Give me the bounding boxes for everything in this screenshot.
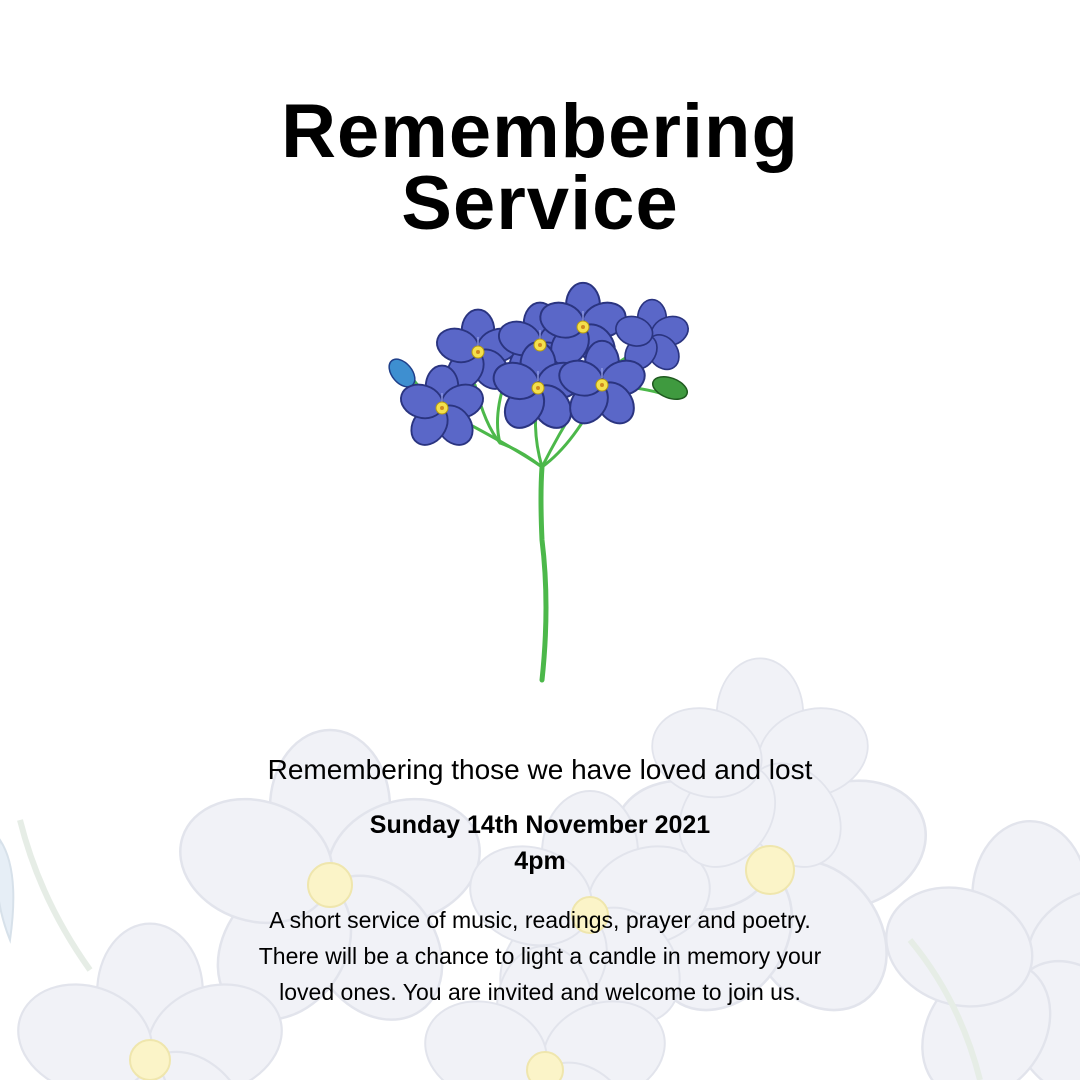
title-line-1: Remembering [281, 89, 799, 174]
event-date: Sunday 14th November 2021 [369, 811, 711, 839]
description-line: A short service of music, readings, prayer and poetry. [269, 907, 811, 933]
page-title [0, 89, 1080, 246]
event-time: 4pm [514, 847, 566, 875]
description-line: There will be a chance to light a candle in memory your [258, 943, 822, 969]
event-description [0, 902, 1080, 1010]
forget-me-not-flower-icon [380, 275, 700, 690]
title-line-2: Service [401, 161, 679, 246]
tagline: Remembering those we have loved and lost [267, 754, 813, 785]
description-line: loved ones. You are invited and welcome to join us. [279, 979, 801, 1005]
